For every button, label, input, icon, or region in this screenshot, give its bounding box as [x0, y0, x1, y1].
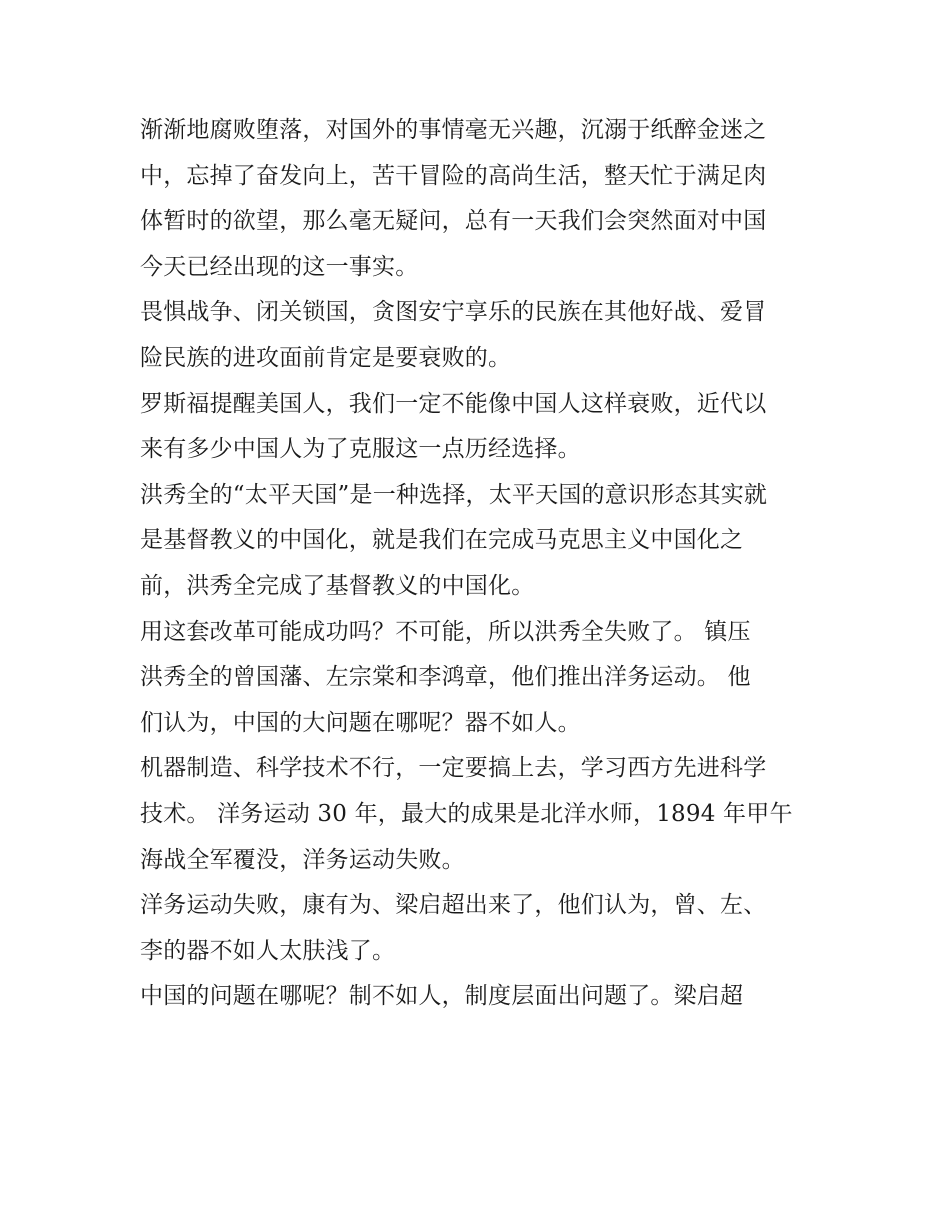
- text-line: 前，洪秀全完成了基督教义的中国化。: [140, 572, 535, 599]
- text-line: 们认为，中国的大问题在哪呢？器不如人。: [140, 709, 581, 736]
- text-line: 畏惧战争、闭关锁国，贪图安宁享乐的民族在其他好战、爱冒: [140, 299, 767, 326]
- text-line: 罗斯福提醒美国人，我们一定不能像中国人这样衰败，近代以: [140, 390, 767, 417]
- text-line: 体暂时的欲望，那么毫无疑问，总有一天我们会突然面对中国: [140, 208, 767, 235]
- text-line: 是基督教义的中国化，就是我们在完成马克思主义中国化之: [140, 527, 744, 554]
- body-text: [140, 108, 820, 1020]
- text-line: 用这套改革可能成功吗？不可能，所以洪秀全失败了。 镇压: [140, 618, 751, 645]
- text-line: 李的器不如人太肤浅了。: [140, 937, 396, 964]
- text-line: 洪秀全的曾国藩、左宗棠和李鸿章，他们推出洋务运动。 他: [140, 664, 751, 691]
- text-line: 海战全军覆没，洋务运动失败。: [140, 846, 465, 873]
- text-line: 来有多少中国人为了克服这一点历经选择。: [140, 436, 581, 463]
- text-line: 渐渐地腐败堕落，对国外的事情毫无兴趣，沉溺于纸醉金迷之: [140, 117, 767, 143]
- text-line: 今天已经出现的这一事实。: [140, 253, 419, 280]
- text-line: 机器制造、科学技术不行，一定要搞上去，学习西方先进科学: [140, 755, 767, 782]
- text-line: 洋务运动失败，康有为、梁启超出来了，他们认为，曾、左、: [140, 892, 767, 919]
- text-line: 中国的问题在哪呢？制不如人，制度层面出问题了。梁启超: [140, 983, 744, 1010]
- text-line: 中，忘掉了奋发向上，苦干冒险的高尚生活，整天忙于满足肉: [140, 162, 767, 189]
- text-line: 险民族的进攻面前肯定是要衰败的。: [140, 344, 512, 371]
- text-line: 技术。 洋务运动 30 年，最大的成果是北洋水师，1894 年甲午: [140, 800, 793, 827]
- text-line: 洪秀全的“太平天国”是一种选择，太平天国的意识形态其实就: [140, 481, 768, 508]
